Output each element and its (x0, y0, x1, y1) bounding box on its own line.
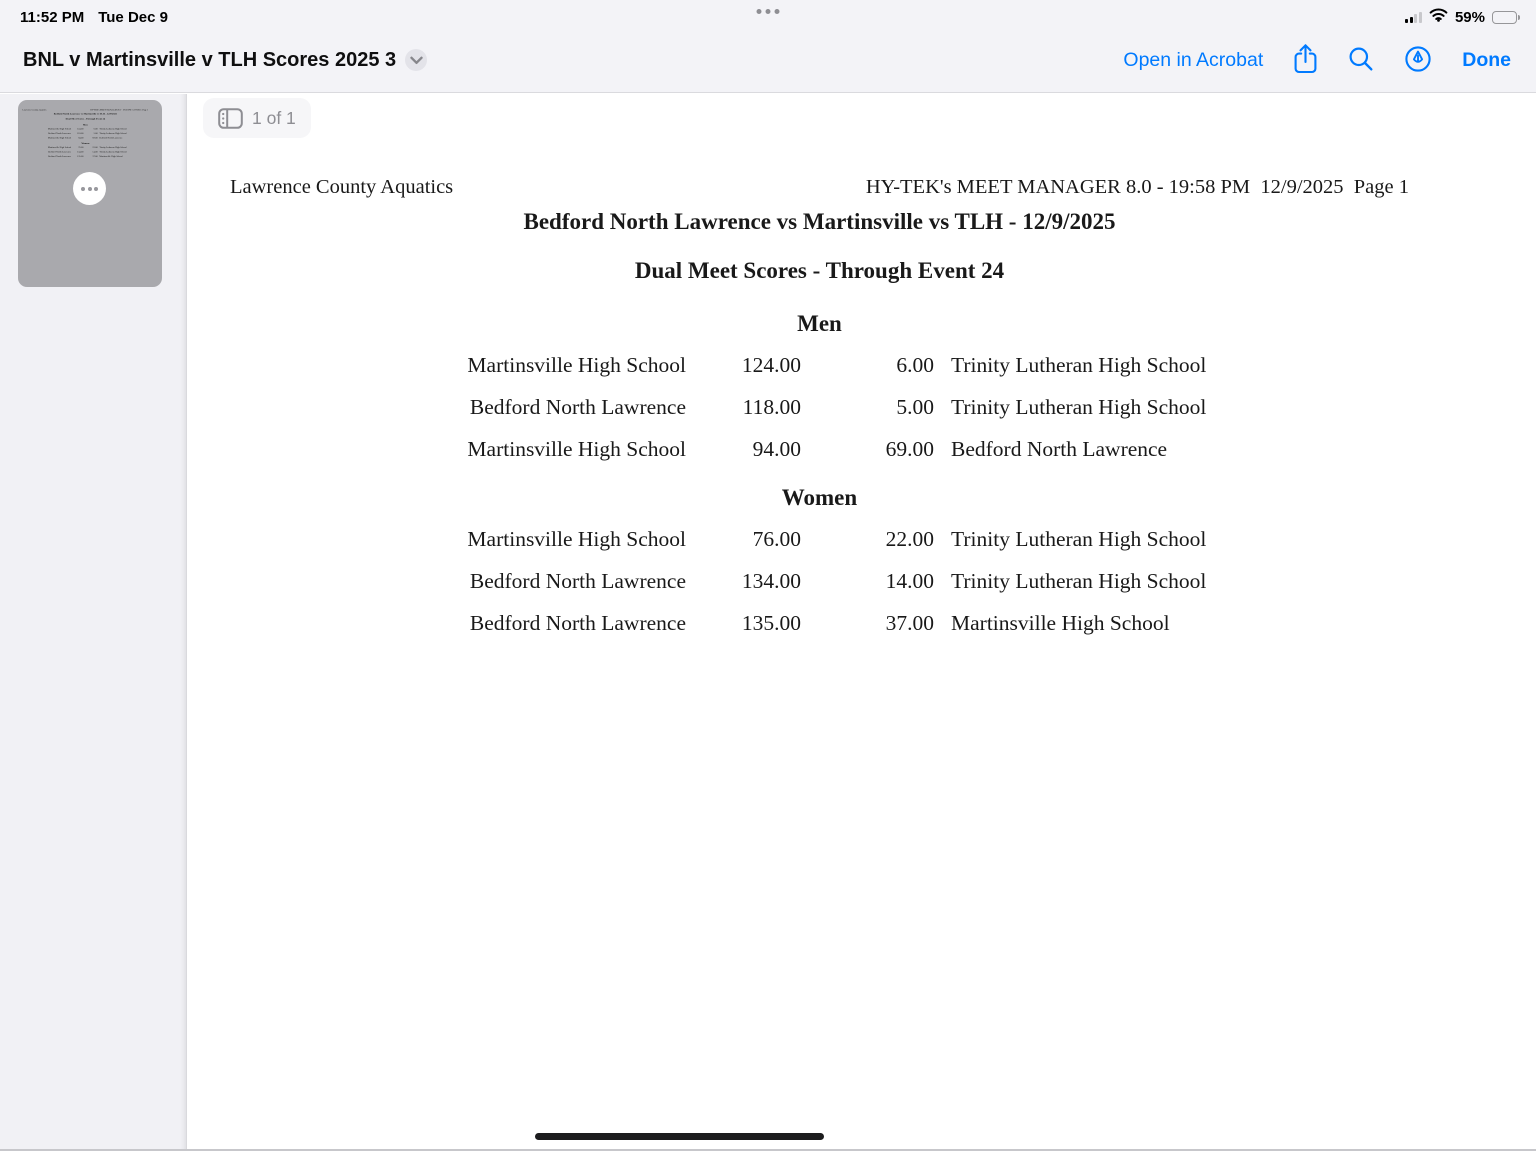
page-thumbnail[interactable]: Lawrence County Aquatics HY-TEK's MEET MANAGER 8.0 - 19:58 PM 12/9/2025 Page 1 Bedford North Lawrence vs Martinsville vs TLH - 12/9/2025 Dual Meet Scores - Through Event 24 Men Martinsville High School 124.00 6.00 Trinity Lutheran High School Bedford North Lawrence 118.00 5.00 Trinity Lutheran High School Martinsville High School 94.00 69.00 Bedford North Lawrence Women Martinsville High School 76.00 22.00 Trinity Lutheran High School Bedford North Lawrence 134.00 14.00 Trinity Lutheran High School Bedford North Lawrence 135.00 37.00 Martinsville High School (18, 100, 162, 287)
title-menu-button[interactable] (405, 49, 427, 71)
open-in-acrobat-button[interactable]: Open in Acrobat (1123, 48, 1264, 71)
team-left: Bedford North Lawrence (469, 568, 686, 593)
women-section (230, 483, 1409, 644)
status-bar (0, 0, 1536, 28)
team-left: Bedford North Lawrence (469, 610, 686, 635)
search-button[interactable] (1348, 46, 1374, 75)
document-title: BNL v Martinsville v TLH Scores 2025 3 (23, 48, 397, 71)
team-left: Martinsville High School (467, 352, 686, 377)
top-chrome (0, 0, 1536, 93)
score-right: 69.00 (885, 436, 934, 461)
thumbnail-more-button[interactable] (73, 172, 106, 205)
battery-percent: 59% (1454, 8, 1485, 26)
home-indicator[interactable] (535, 1133, 824, 1140)
search-icon (1348, 46, 1374, 75)
page-indicator-label: 1 of 1 (252, 107, 296, 128)
doc-subtitle: Dual Meet Scores - Through Event 24 (634, 258, 1005, 283)
multitask-indicator-icon[interactable] (757, 9, 780, 14)
status-time: 11:52 PM (20, 8, 85, 26)
wifi-icon (1429, 8, 1448, 26)
score-left: 134.00 (741, 568, 801, 593)
score-left: 94.00 (752, 436, 801, 461)
score-row (230, 428, 1409, 470)
score-left: 135.00 (741, 610, 801, 635)
score-right: 6.00 (896, 352, 934, 377)
score-row (230, 560, 1409, 602)
done-button[interactable]: Done (1462, 48, 1511, 71)
team-left: Martinsville High School (467, 436, 686, 461)
team-right: Trinity Lutheran High School (951, 526, 1207, 551)
status-date: Tue Dec 9 (98, 8, 168, 26)
chevron-down-icon (410, 53, 423, 68)
battery-icon (1492, 11, 1520, 24)
cellular-icon (1405, 12, 1422, 23)
women-heading: Women (781, 485, 858, 510)
share-button[interactable] (1293, 43, 1318, 77)
team-right: Trinity Lutheran High School (951, 352, 1207, 377)
team-left: Bedford North Lawrence (469, 394, 686, 419)
score-row (230, 386, 1409, 428)
team-right: Trinity Lutheran High School (951, 568, 1207, 593)
score-row (230, 344, 1409, 386)
doc-title: Bedford North Lawrence vs Martinsville vs TLH - 12/9/2025 (523, 209, 1116, 234)
score-row (230, 602, 1409, 644)
team-right: Bedford North Lawrence (951, 436, 1168, 461)
score-right: 37.00 (885, 610, 934, 635)
score-right: 22.00 (885, 526, 934, 551)
thumbnail-sidebar (0, 94, 187, 1151)
doc-header-row (230, 174, 1409, 200)
markup-pen-icon (1404, 45, 1432, 76)
men-heading: Men (797, 311, 842, 336)
score-left: 124.00 (741, 352, 801, 377)
ellipsis-icon (81, 187, 98, 191)
score-left: 118.00 (742, 394, 801, 419)
doc-header-left: Lawrence County Aquatics (230, 176, 454, 198)
share-icon (1293, 43, 1318, 77)
document-page (188, 94, 1536, 1151)
team-left: Martinsville High School (467, 526, 686, 551)
content-area (0, 94, 1536, 1151)
toolbar (0, 28, 1536, 92)
team-right: Trinity Lutheran High School (951, 394, 1207, 419)
score-row (230, 518, 1409, 560)
score-right: 14.00 (885, 568, 934, 593)
team-right: Martinsville High School (951, 610, 1170, 635)
markup-button[interactable] (1404, 45, 1432, 76)
pdf-document (188, 94, 1536, 644)
score-left: 76.00 (752, 526, 801, 551)
score-right: 5.00 (896, 394, 934, 419)
men-section (230, 309, 1409, 470)
doc-header-right: HY-TEK's MEET MANAGER 8.0 - 19:58 PM 12/9/2025 Page 1 (865, 176, 1409, 198)
